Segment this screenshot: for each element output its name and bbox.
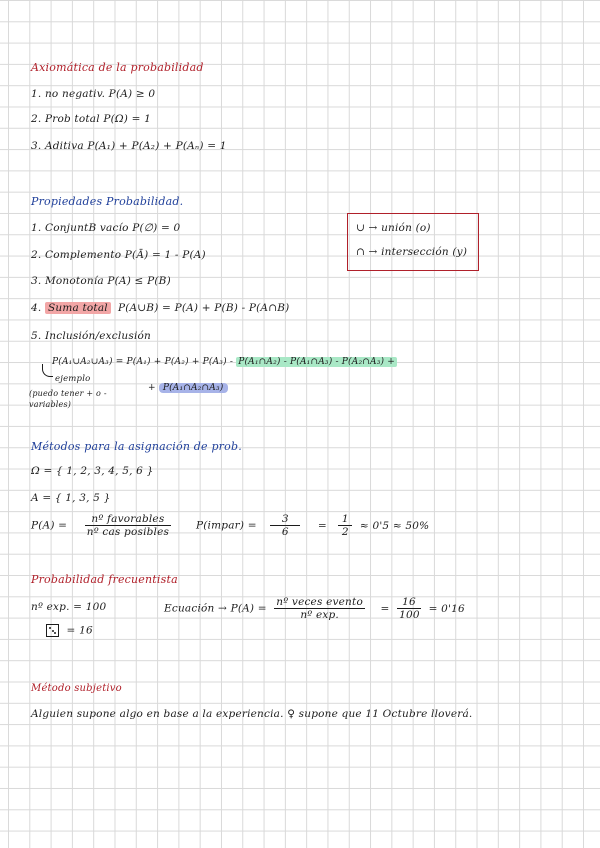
ejemplo-label: ejemplo	[55, 374, 91, 384]
impar-denominator: 6	[281, 526, 289, 538]
laplace-numerator: nº favorables	[85, 513, 171, 526]
axiom-2: 2. Prob total P(Ω) = 1	[31, 113, 152, 125]
frec-denominator: nº exp.	[300, 609, 339, 621]
frec-fraction	[274, 596, 365, 621]
interseccion-definition: ∩ → intersección (y)	[356, 246, 468, 258]
a-set: A = { 1, 3, 5 }	[31, 492, 111, 504]
value-numerator: 16	[397, 596, 421, 609]
impar-formula	[196, 513, 429, 538]
inclusion-part-a: P(A₁∪A₂∪A₃) = P(A₁) + P(A₂) + P(A₃) -	[52, 357, 234, 367]
num-experimentos: nº exp. = 100	[31, 601, 107, 613]
die-five-icon	[46, 624, 59, 637]
impar-label: P(impar) =	[196, 519, 257, 532]
inclusion-highlight-blue: P(A₁∩A₂∩A₃)	[159, 383, 228, 393]
notation-box	[347, 213, 479, 271]
laplace-formula	[31, 513, 171, 538]
prop-4	[31, 302, 289, 314]
frecuentista-formula	[164, 596, 465, 621]
value-denominator: 100	[399, 609, 420, 621]
laplace-denominator: nº cas posibles	[86, 526, 170, 538]
prop-2: 2. Complemento P(Ā) = 1 - P(A)	[31, 249, 206, 261]
ecuacion-label: Ecuación → P(A) =	[164, 602, 267, 615]
inclusion-plus: +	[148, 383, 156, 393]
variables-note: (puedo tener + o - variables)	[29, 389, 107, 409]
frec-numerator: nº veces evento	[276, 596, 363, 608]
union-definition: ∪ → unión (o)	[356, 222, 431, 234]
omega-set: Ω = { 1, 2, 3, 4, 5, 6 }	[31, 465, 154, 477]
impar-equals: =	[317, 519, 327, 532]
suma-formula: P(A∪B) = P(A) + P(B) - P(A∩B)	[117, 302, 290, 314]
impar-numerator: 3	[270, 513, 300, 526]
axiom-3: 3. Aditiva P(A₁) + P(A₂) + P(Aₙ) = 1	[31, 140, 227, 152]
die-count	[46, 624, 93, 637]
subjetivo-sentence: Alguien supone algo en base a la experiencia.	[31, 708, 284, 720]
inclusion-highlight-green: P(A₁∩A₂) - P(A₁∩A₃) - P(A₂∩A₃) +	[238, 357, 396, 367]
female-symbol-icon: ♀	[287, 708, 296, 720]
prop-1: 1. ConjuntB vacío P(∅) = 0	[31, 222, 181, 234]
half-denominator: 2	[341, 526, 349, 538]
heading-propiedades: Propiedades Probabilidad.	[31, 195, 184, 208]
frec-result: = 0'16	[428, 602, 465, 615]
frec-equals: =	[380, 602, 390, 615]
half-fraction	[338, 513, 352, 538]
suma-total-highlight: Suma total	[45, 302, 111, 314]
heading-frecuentista: Probabilidad frecuentista	[31, 573, 178, 586]
prop-4-num: 4.	[31, 302, 42, 314]
heading-metodos: Métodos para la asignación de prob.	[31, 440, 242, 453]
pa-label: P(A) =	[31, 519, 68, 532]
impar-fraction	[270, 513, 300, 538]
subjetivo-text	[31, 708, 472, 720]
prop-3: 3. Monotonía P(A) ≤ P(B)	[31, 275, 171, 287]
inclusion-formula-line2	[148, 383, 228, 393]
axiom-1: 1. no negativ. P(A) ≥ 0	[31, 88, 156, 100]
inclusion-formula-line1	[52, 357, 397, 367]
subjetivo-sentence-2: supone que 11 Octubre lloverá.	[298, 708, 473, 720]
laplace-fraction	[85, 513, 171, 538]
heading-subjetivo: Método subjetivo	[31, 683, 122, 694]
value-fraction	[397, 596, 421, 621]
heading-axiomatica: Axiomática de la probabilidad	[31, 61, 204, 74]
die-value: = 16	[66, 624, 93, 637]
impar-approx: ≈ 0'5 ≈ 50%	[359, 519, 430, 532]
prop-5-title: 5. Inclusión/exclusión	[31, 330, 152, 342]
half-numerator: 1	[338, 513, 352, 526]
